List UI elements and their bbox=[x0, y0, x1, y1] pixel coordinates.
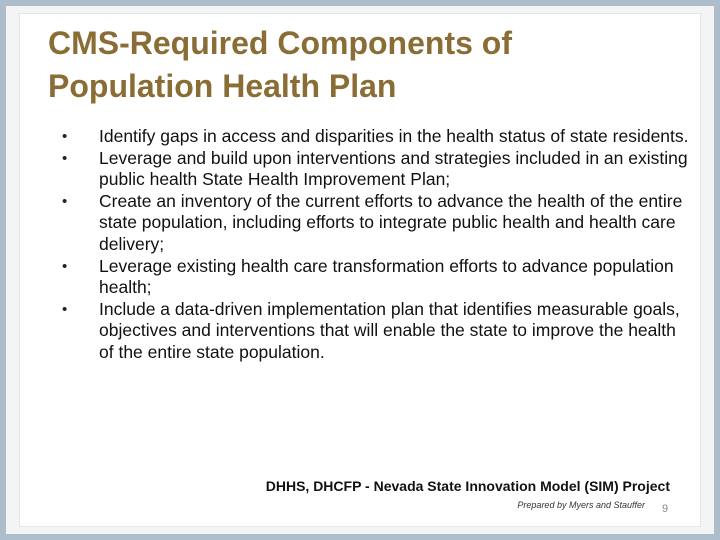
bullet-text: Include a data-driven implementation plan that identifies measurable goals, objectives and interventions that will enable the state to improve the health of the entire state population. bbox=[99, 298, 680, 362]
bullet-icon: • bbox=[62, 149, 68, 167]
bullet-item bbox=[0, 191, 689, 256]
page-number: 9 bbox=[662, 503, 669, 515]
bullet-icon: • bbox=[62, 257, 68, 275]
slide-title bbox=[48, 22, 668, 108]
bullet-item bbox=[0, 148, 689, 191]
bullet-item bbox=[0, 126, 689, 148]
bullet-icon: • bbox=[62, 300, 68, 318]
footer-prepared-by: Prepared by Myers and Stauffer bbox=[517, 500, 645, 510]
bullet-text: Leverage existing health care transformation efforts to advance population health; bbox=[99, 255, 674, 298]
bullet-item bbox=[0, 299, 689, 364]
title-line-2: Population Health Plan bbox=[48, 68, 397, 104]
bullet-list bbox=[0, 126, 720, 364]
footer-project: DHHS, DHCFP - Nevada State Innovation Model (SIM) Project bbox=[265, 478, 670, 494]
title-line-1: CMS-Required Components of bbox=[48, 25, 512, 61]
bullet-icon: • bbox=[62, 192, 68, 210]
bullet-text: Create an inventory of the current efforts to advance the health of the entire state population, including efforts to integrate public health and health care delivery; bbox=[99, 190, 683, 254]
bullet-icon: • bbox=[62, 128, 68, 145]
bullet-text: Leverage and build upon interventions and strategies included in an existing public health State Health Improvement Plan; bbox=[99, 147, 688, 190]
bullet-text: Identify gaps in access and disparities in the health status of state residents. bbox=[99, 126, 689, 146]
bullet-item bbox=[0, 256, 689, 299]
